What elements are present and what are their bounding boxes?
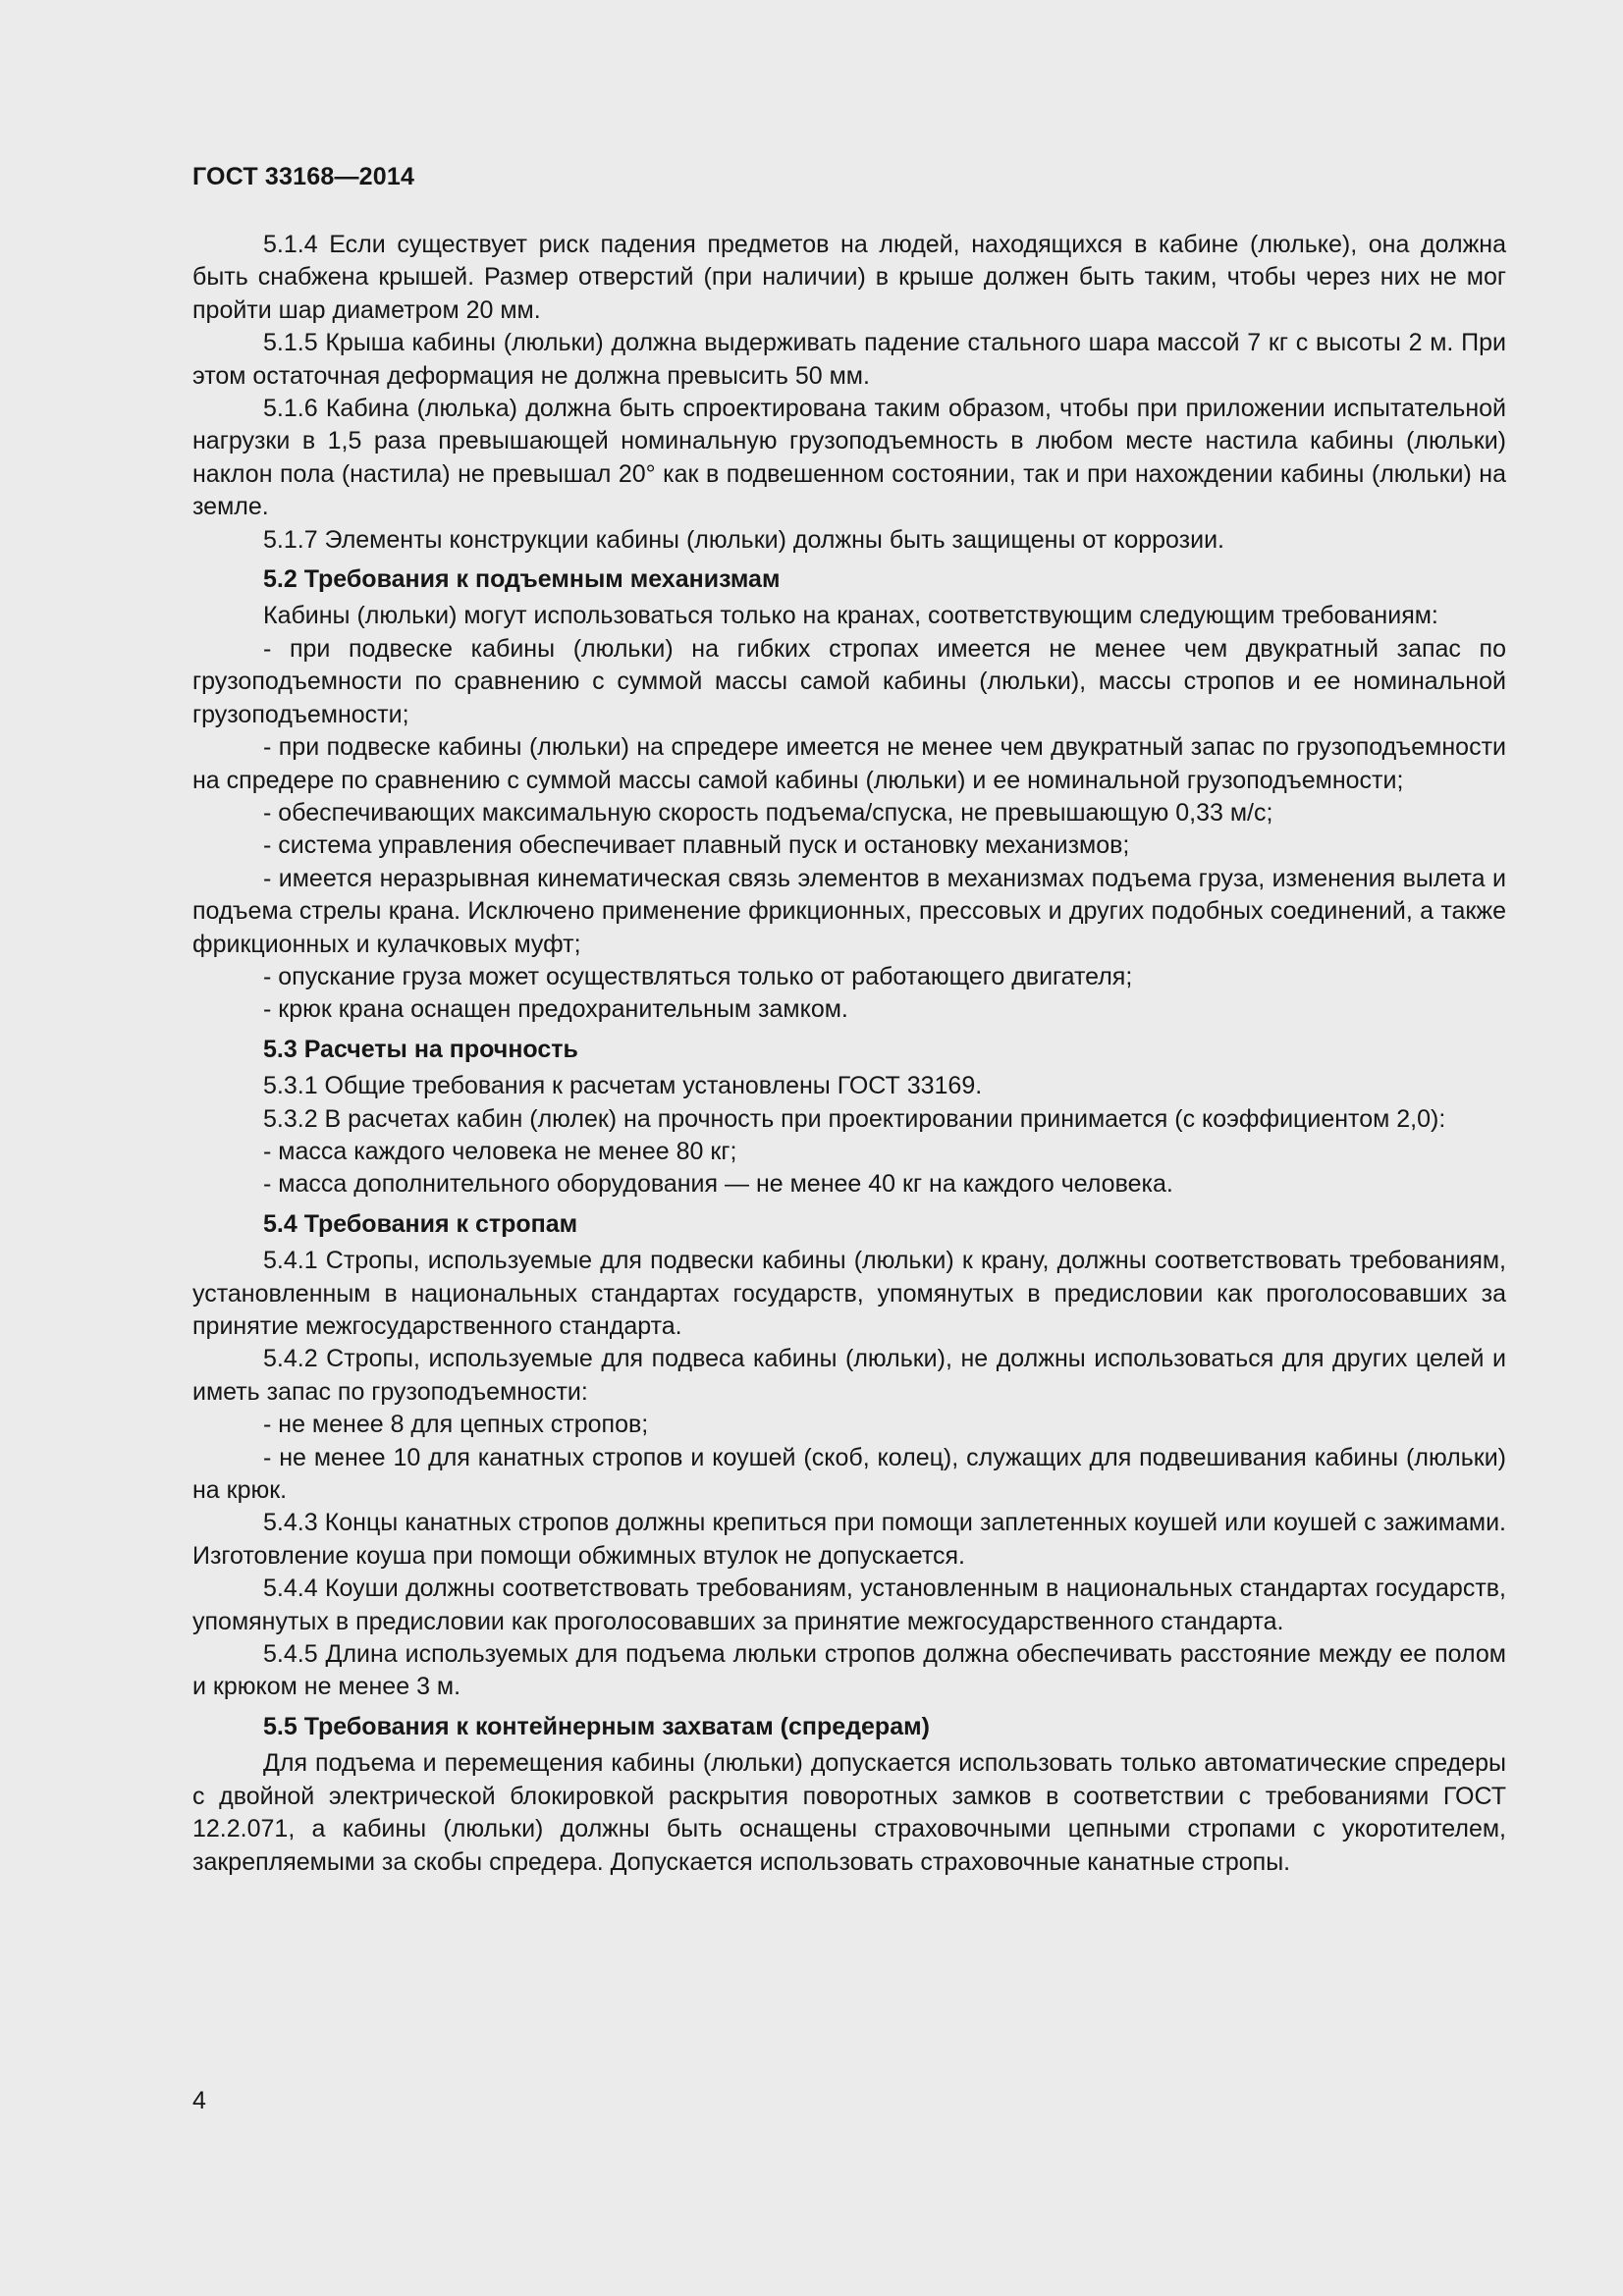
paragraph-5-3-1: 5.3.1 Общие требования к расчетам установлены ГОСТ 33169. — [263, 1072, 983, 1100]
list-item: - масса каждого человека не менее 80 кг; — [263, 1137, 737, 1165]
list-item: - при подвеске кабины (люльки) на спредере имеется не менее чем двукратный запас по грузоподъемности на спредере по сравнению с суммой массы самой кабины (люльки) и ее номинальной грузоподъемности; — [192, 733, 1506, 794]
section-heading-5-5: 5.5 Требования к контейнерным захватам (спредерам) — [263, 1712, 930, 1740]
paragraph-5-1-5: 5.1.5 Крыша кабины (люльки) должна выдерживать падение стального шара массой 7 кг с высоты 2 м. При этом остаточная деформация не должна превысить 50 мм. — [192, 329, 1506, 390]
list-item: - не менее 8 для цепных стропов; — [263, 1411, 649, 1439]
section-heading-5-4: 5.4 Требования к стропам — [263, 1209, 578, 1238]
paragraph-5-3-2: 5.3.2 В расчетах кабин (люлек) на прочность при проектировании принимается (с коэффициентом 2,0): — [263, 1104, 1446, 1133]
paragraph-5-4-3: 5.4.3 Концы канатных стропов должны крепиться при помощи заплетенных коушей или коушей с зажимами. Изготовление коуша при помощи обжимных втулок не допускается. — [192, 1509, 1506, 1570]
list-item: - крюк крана оснащен предохранительным замком. — [263, 995, 848, 1024]
paragraph-5-5: Для подъема и перемещения кабины (люльки) допускается использовать только автоматические спредеры с двойной электрической блокировкой раскрытия поворотных замков в соответствии с требованиями ГОСТ 12.2.071, а кабины (люльки) должны быть оснащены страховочными цепными стропами с укоротителем, закрепляемыми за скобы спредера. Допускается использовать страховочные канатные стропы. — [192, 1749, 1506, 1876]
list-item: - опускание груза может осуществляться только от работающего двигателя; — [263, 962, 1133, 990]
section-heading-5-3: 5.3 Расчеты на прочность — [263, 1035, 578, 1063]
document-body — [192, 229, 1506, 1879]
list-item: - при подвеске кабины (люльки) на гибких стропах имеется не менее чем двукратный запас по грузоподъемности по сравнению с суммой массы самой кабины (люльки), массы стропов и ее номинальной грузоподъемности; — [192, 634, 1506, 728]
paragraph-5-1-4: 5.1.4 Если существует риск падения предметов на людей, находящихся в кабине (люльке), она должна быть снабжена крышей. Размер отверстий (при наличии) в крыше должен быть таким, чтобы через них не мог пройти шар диаметром 20 мм. — [192, 231, 1506, 324]
paragraph-5-2-intro: Кабины (люльки) могут использоваться только на кранах, соответствующим следующим требованиям: — [263, 602, 1438, 630]
paragraph-5-4-2: 5.4.2 Стропы, используемые для подвеса кабины (люльки), не должны использоваться для других целей и иметь запас по грузоподъемности: — [192, 1345, 1506, 1406]
list-item: - система управления обеспечивает плавный пуск и остановку механизмов; — [263, 831, 1130, 860]
list-item: - масса дополнительного оборудования — не менее 40 кг на каждого человека. — [263, 1170, 1173, 1199]
section-heading-5-2: 5.2 Требования к подъемным механизмам — [263, 565, 781, 594]
document-code: ГОСТ 33168—2014 — [192, 163, 415, 190]
page-number: 4 — [192, 2087, 206, 2114]
paragraph-5-4-4: 5.4.4 Коуши должны соответствовать требованиям, установленным в национальных стандартах государств, упомянутых в предисловии как проголосовавших за принятие межгосударственного стандарта. — [192, 1575, 1506, 1635]
list-item: - обеспечивающих максимальную скорость подъема/спуска, не превышающую 0,33 м/с; — [263, 798, 1273, 827]
paragraph-5-1-6: 5.1.6 Кабина (люлька) должна быть спроектирована таким образом, чтобы при приложении испытательной нагрузки в 1,5 раза превышающей номинальную грузоподъемность в любом месте настила кабины (люльки) наклон пола (настила) не превышал 20° как в подвешенном состоянии, так и при нахождении кабины (люльки) на земле. — [192, 395, 1506, 521]
list-item: - имеется неразрывная кинематическая связь элементов в механизмах подъема груза, изменения вылета и подъема стрелы крана. Исключено применение фрикционных, прессовых и других подобных соединений, а также фрикционных и кулачковых муфт; — [192, 864, 1506, 958]
paragraph-5-4-5: 5.4.5 Длина используемых для подъема люльки стропов должна обеспечивать расстояние между ее полом и крюком не менее 3 м. — [192, 1640, 1506, 1701]
paragraph-5-4-1: 5.4.1 Стропы, используемые для подвески кабины (люльки) к крану, должны соответствовать требованиям, установленным в национальных стандартах государств, упомянутых в предисловии как проголосовавших за принятие межгосударственного стандарта. — [192, 1247, 1506, 1340]
paragraph-5-1-7: 5.1.7 Элементы конструкции кабины (люльки) должны быть защищены от коррозии. — [263, 525, 1225, 554]
list-item: - не менее 10 для канатных стропов и коушей (скоб, колец), служащих для подвешивания кабины (люльки) на крюк. — [192, 1443, 1506, 1505]
